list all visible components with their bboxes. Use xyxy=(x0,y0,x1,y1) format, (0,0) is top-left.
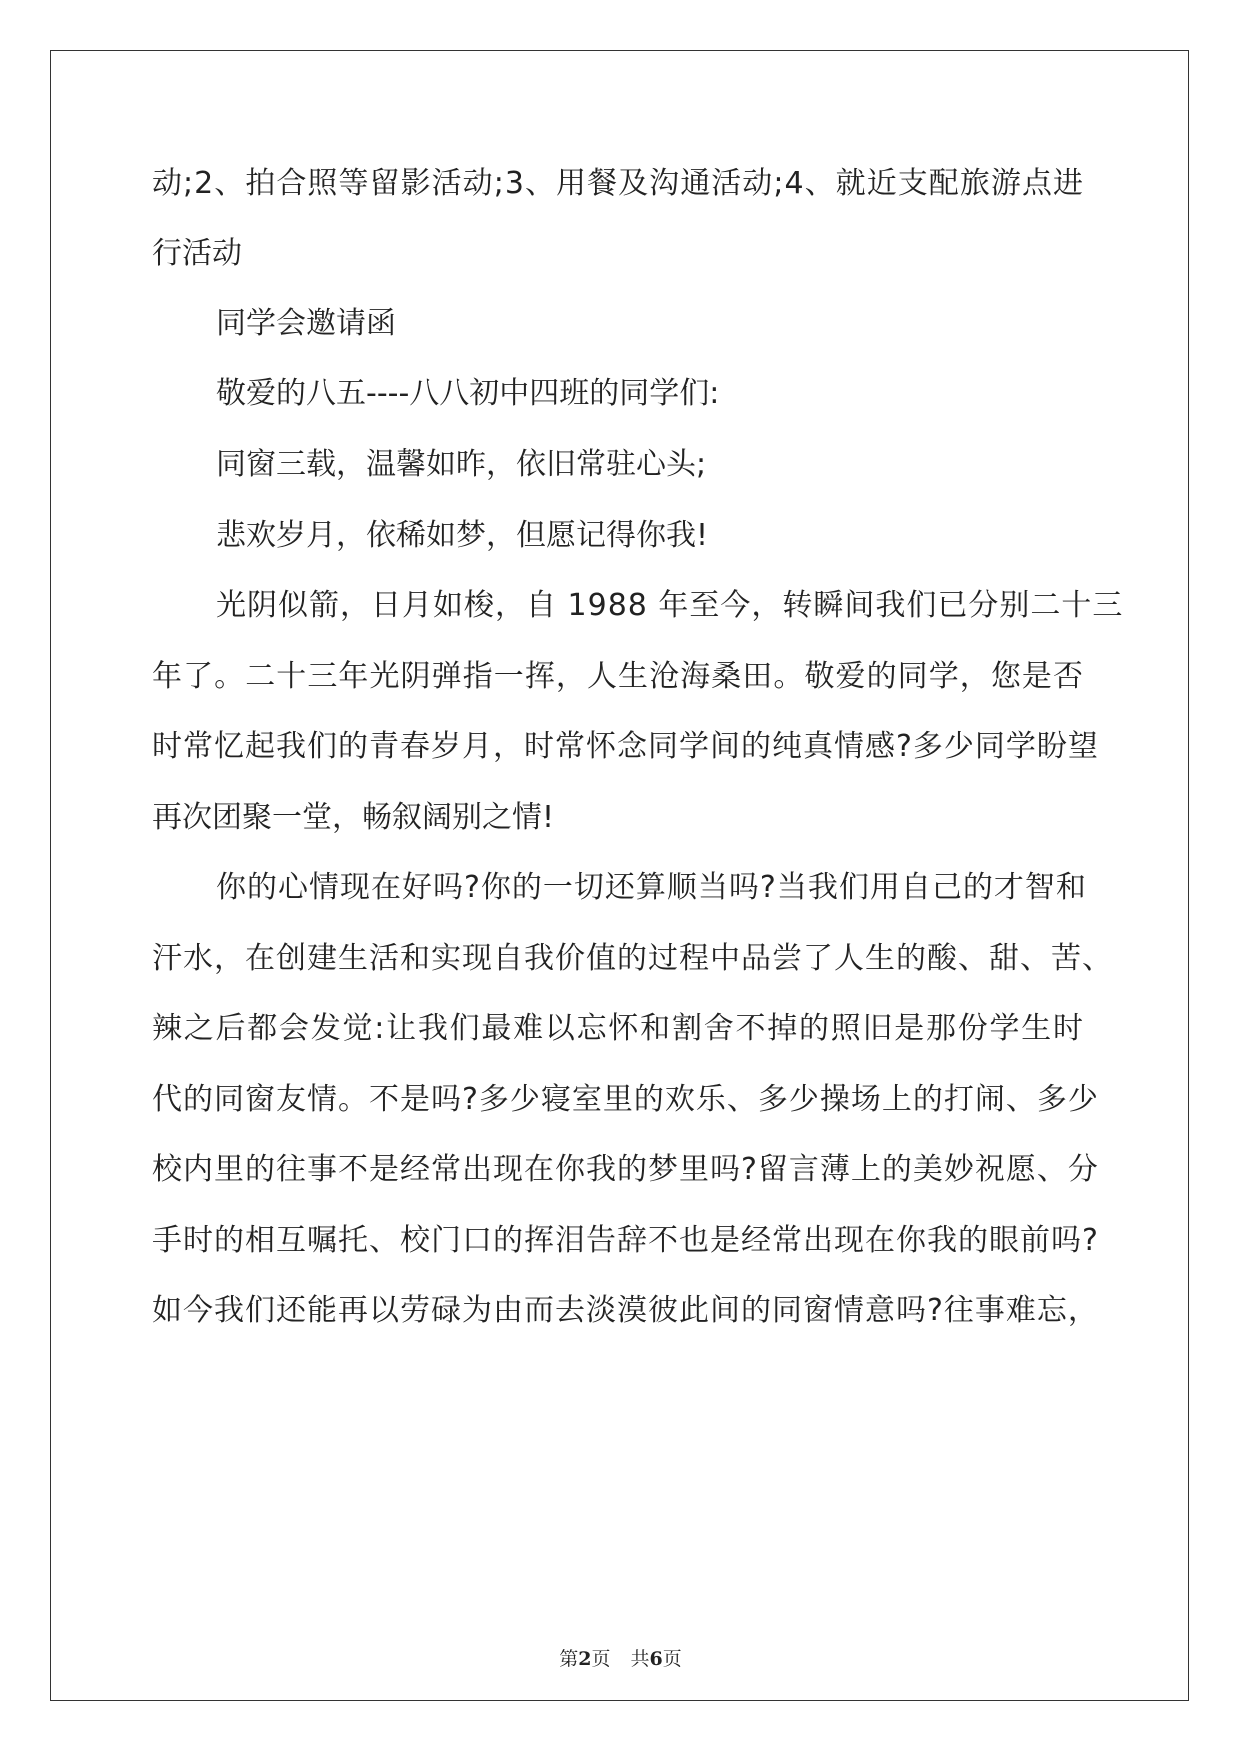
footer-prefix: 第 xyxy=(559,1648,579,1670)
text-line: 光阴似箭，日月如梭，自 1988 年至今，转瞬间我们已分别二十三 xyxy=(216,588,1124,623)
text-line: 你的心情现在好吗?你的一切还算顺当吗?当我们用自己的才智和 xyxy=(216,870,1087,905)
text-line: 如今我们还能再以劳碌为由而去淡漠彼此间的同窗情意吗?往事难忘， xyxy=(152,1293,1099,1328)
text-line: 同窗三载，温馨如昨，依旧常驻心头; xyxy=(216,447,707,482)
page-number: 2 xyxy=(578,1648,592,1670)
text-line: 汗水，在创建生活和实现自我价值的过程中品尝了人生的酸、甜、苦、 xyxy=(152,941,1113,976)
text-line: 代的同窗友情。不是吗?多少寝室里的欢乐、多少操场上的打闹、多少 xyxy=(152,1082,1099,1117)
text-line: 行活动 xyxy=(152,236,242,271)
page-footer xyxy=(0,1644,1241,1671)
footer-total-prefix: 共 xyxy=(630,1648,650,1670)
text-line: 校内里的往事不是经常出现在你我的梦里吗?留言薄上的美妙祝愿、分 xyxy=(152,1152,1099,1187)
text-line: 年了。二十三年光阴弹指一挥，人生沧海桑田。敬爱的同学，您是否 xyxy=(152,659,1084,694)
footer-page-unit: 页 xyxy=(591,1648,611,1670)
section-title: 同学会邀请函 xyxy=(216,306,396,341)
salutation: 敬爱的八五----八八初中四班的同学们: xyxy=(216,376,720,411)
text-line: 手时的相互嘱托、校门口的挥泪告辞不也是经常出现在你我的眼前吗? xyxy=(152,1223,1099,1258)
text-line: 动;2、拍合照等留影活动;3、用餐及沟通活动;4、就近支配旅游点进 xyxy=(152,166,1084,201)
text-line: 悲欢岁月，依稀如梦，但愿记得你我! xyxy=(216,518,709,553)
text-line: 再次团聚一堂，畅叙阔别之情! xyxy=(152,800,555,835)
text-line: 辣之后都会发觉:让我们最难以忘怀和割舍不掉的照旧是那份学生时 xyxy=(152,1011,1084,1046)
footer-total-unit: 页 xyxy=(662,1648,682,1670)
total-pages: 6 xyxy=(649,1648,663,1670)
text-line: 时常忆起我们的青春岁月，时常怀念同学间的纯真情感?多少同学盼望 xyxy=(152,729,1099,764)
